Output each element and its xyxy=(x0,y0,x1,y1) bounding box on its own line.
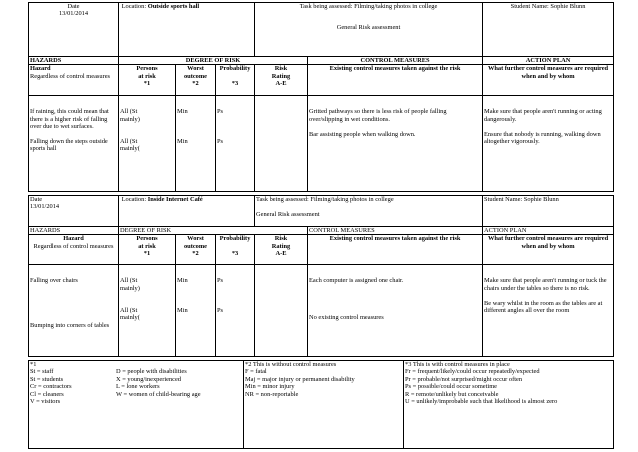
key-probability-body: Fr = frequent/likely/could occur repeatedly/expected Pr = probable/not surprised/might occur often Ps = possible/could occur sometime R = remote/unlikely but conceivable U = unlikely/improbable such that likelihood is almost zero xyxy=(405,368,558,406)
col-probability-note: *3 xyxy=(231,79,239,87)
col-persons: Persons at risk *1 xyxy=(136,235,158,258)
body-hazards: If raining, this could mean that there is a higher risk of falling over due to wet surfaces. Falling down the steps outside sports hall xyxy=(30,108,109,153)
col-rating: Risk Rating A-E xyxy=(271,65,291,88)
band-hazards: HAZARDS xyxy=(29,227,119,235)
key-persons-title: *1 xyxy=(30,361,37,368)
student-cell xyxy=(483,3,614,57)
key-outcome xyxy=(244,361,404,449)
body-probability: Ps Ps xyxy=(217,277,224,315)
col-hazard-sub: Regardless of control measures xyxy=(30,72,111,80)
date-label: Date xyxy=(30,196,43,203)
col-persons: Persons at risk *1 xyxy=(136,65,158,88)
col-probability: Probability xyxy=(219,235,251,243)
col-worst: Worst outcome *2 xyxy=(183,235,208,258)
date-label: Date xyxy=(67,3,80,10)
location-label: Location: xyxy=(121,3,147,10)
body-existing: Each computer is assigned one chair. No existing control measures xyxy=(309,277,404,322)
date-value: 13/01/2014 xyxy=(30,203,60,211)
body-further: Make sure that people aren't running or acting dangerously. Ensure that nobody is running, walking down altogether vigorously. xyxy=(484,108,602,146)
col-hazard-title: Hazard xyxy=(63,235,84,243)
key-outcome-title: *2 This is without control measures xyxy=(245,361,337,368)
date-cell xyxy=(29,3,119,57)
student-cell xyxy=(483,196,614,227)
col-rating: Risk Rating A-E xyxy=(271,235,291,258)
body-persons: All (St mainly) All (St mainly( xyxy=(120,277,140,322)
key-persons-right: D = people with disabilities X = young/inexperienced L = lone workers W = women of child-bearing age xyxy=(116,368,201,398)
band-hazards: HAZARDS xyxy=(29,57,119,65)
band-action: ACTION PLAN xyxy=(483,57,614,65)
risk-table-2 xyxy=(28,195,614,357)
body-worst: Min Min xyxy=(177,277,188,315)
task-text: Task being assessed: Filming/taking photos in college xyxy=(299,3,438,10)
body-existing: Gritted pathways so there is less risk of people falling over/slipping in wet conditions. Bar assisting people when walking down. xyxy=(309,108,447,138)
body-hazards: Falling over chairs Bumping into corners of tables xyxy=(30,277,110,329)
band-control: CONTROL MEASURES xyxy=(308,57,483,65)
col-probability-note: *3 xyxy=(231,249,239,257)
key-persons-left: St = staff St = students Cr = contractors Cl = cleaners V = visitors xyxy=(30,368,72,406)
location-label: Location: xyxy=(121,196,147,203)
body-persons: All (St mainly) All (St mainly( xyxy=(120,108,140,153)
col-probability: Probability xyxy=(219,65,251,73)
band-control: CONTROL MEASURES xyxy=(308,227,483,235)
subtitle-text: General Risk assessment xyxy=(256,211,320,219)
student-name: Student Name: Sophie Blunn xyxy=(484,196,559,203)
col-further: What further control measures are required when and by whom xyxy=(487,65,609,80)
key-table xyxy=(28,360,614,449)
band-degree: DEGREE OF RISK xyxy=(119,57,308,65)
location-value: Outside sports hall xyxy=(147,3,200,10)
body-worst: Min Min xyxy=(177,108,188,146)
key-probability-title: *3 This is with control measures in place xyxy=(405,361,510,368)
key-probability xyxy=(404,361,614,449)
col-existing: Existing control measures taken against the risk xyxy=(329,235,461,243)
col-hazard-sub: Regardless of control measures xyxy=(33,242,114,250)
band-action: ACTION PLAN xyxy=(483,227,614,235)
col-hazard-title: Hazard xyxy=(30,65,51,73)
col-worst: Worst outcome *2 xyxy=(183,65,208,88)
body-further: Make sure that people aren't running or tuck the chairs under the tables so there is no risk. Be wary whilst in the room as the tables are at different angles all over the room xyxy=(484,277,607,315)
key-persons xyxy=(29,361,244,449)
body-probability: Ps Ps xyxy=(217,108,224,146)
location-value: Inside Internet Café xyxy=(147,196,203,203)
key-outcome-body: F = fatal Maj = major injury or permanent disability Min = minor injury NR = non-reportable xyxy=(245,368,355,398)
student-name: Student Name: Sophie Blunn xyxy=(510,3,586,10)
date-cell xyxy=(29,196,119,227)
col-existing: Existing control measures taken against the risk xyxy=(329,65,461,73)
task-cell xyxy=(255,3,483,57)
risk-table-1 xyxy=(28,2,614,192)
col-hazard xyxy=(29,65,119,96)
task-cell xyxy=(255,196,483,227)
location-cell xyxy=(119,3,255,57)
subtitle-text: General Risk assessment xyxy=(336,24,401,32)
task-text: Task being assessed: Filming/taking photos in college xyxy=(256,196,394,203)
location-cell xyxy=(119,196,255,227)
col-hazard xyxy=(29,235,119,265)
band-degree: DEGREE OF RISK xyxy=(119,227,308,235)
col-further: What further control measures are required when and by whom xyxy=(487,235,609,250)
date-value: 13/01/2014 xyxy=(58,10,89,18)
